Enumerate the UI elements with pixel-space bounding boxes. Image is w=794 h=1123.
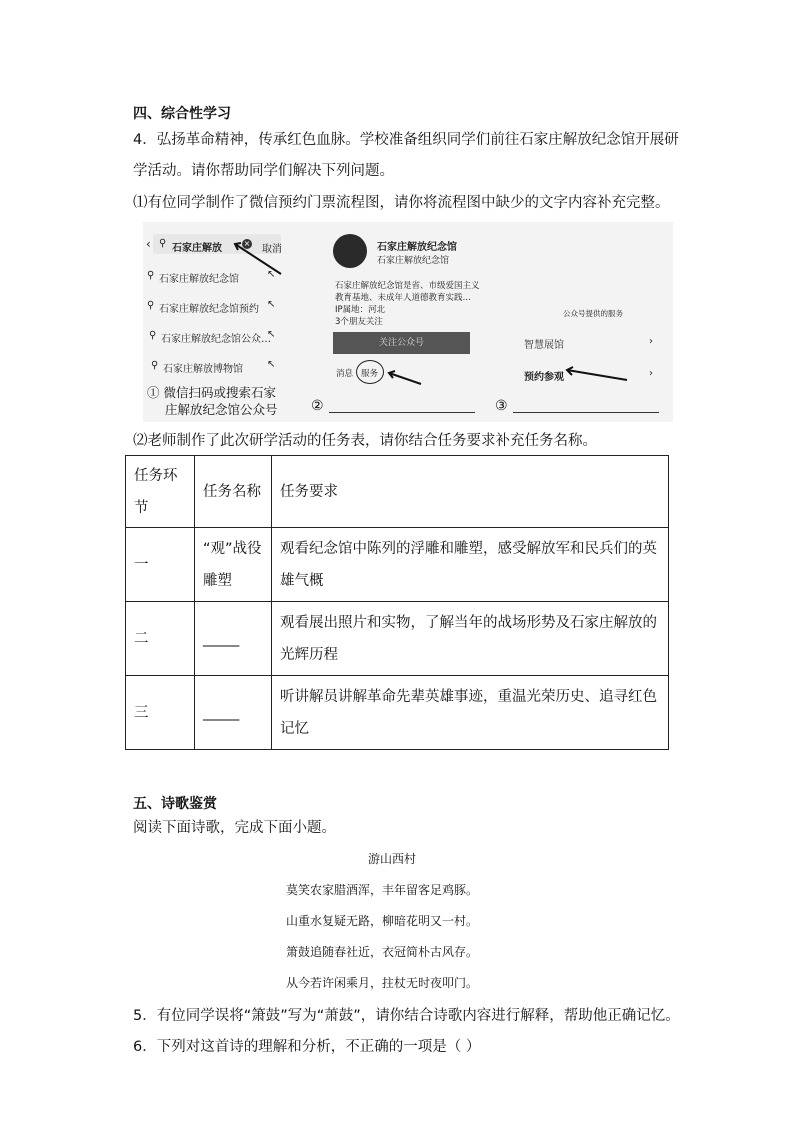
account-desc-line2: 教育基地、未成年人道德教育实践…	[335, 293, 472, 303]
poem-line: 从今若许闲乘月，拄杖无时夜叩门。	[286, 976, 479, 990]
result-search-icon: ⚲	[147, 300, 155, 311]
subquestion-1: ⑴有位同学制作了微信预约门票流程图，请你将流程图中缺少的文字内容补充完整。	[133, 195, 670, 211]
result-search-icon: ⚲	[151, 360, 159, 371]
question-5: 5．有位同学误将“箫鼓”写为“萧鼓”，请你结合诗歌内容进行解释，帮助他正确记忆。	[133, 1008, 680, 1024]
q4-line2: 学活动。请你帮助同学们解决下列问题。	[133, 163, 394, 179]
poem-line: 山重水复疑无路，柳暗花明又一村。	[286, 914, 479, 928]
result-item: 石家庄解放博物馆	[163, 364, 243, 375]
cell-name: “观”战役雕塑	[195, 528, 272, 602]
cell-stage: 二	[126, 602, 195, 676]
search-text: 石家庄解放	[172, 243, 222, 254]
table-row	[126, 676, 669, 750]
service-visit-booking: 预约参观	[524, 372, 564, 383]
poem-line: 莫笑农家腊酒浑，丰年留客足鸡豚。	[286, 883, 479, 897]
result-item: 石家庄解放纪念馆公众…	[161, 334, 271, 345]
account-desc-line1: 石家庄解放纪念馆是省、市级爱国主义	[335, 281, 480, 291]
header-name: 任务名称	[195, 456, 272, 528]
step3-label: ③	[495, 398, 508, 414]
header-requirement: 任务要求	[272, 456, 669, 528]
wechat-flowchart-figure	[143, 222, 673, 422]
services-label: 公众号提供的服务	[563, 309, 623, 318]
friends-following: 3个朋友关注	[335, 317, 383, 327]
result-item: 石家庄解放纪念馆	[159, 274, 239, 285]
cell-name-blank: _____	[195, 602, 272, 676]
step1-label-line1: ① 微信扫码或搜索石家	[147, 385, 276, 400]
cell-requirement: 听讲解员讲解革命先辈英雄事迹，重温光荣历史、追寻红色记忆	[272, 676, 669, 750]
header-stage: 任务环节	[126, 456, 195, 528]
result-search-icon: ⚲	[149, 330, 157, 341]
back-icon: ‹	[146, 237, 151, 251]
table-header-row	[126, 456, 669, 528]
arrow-up-left-icon: ↖	[267, 329, 276, 340]
arrow-up-left-icon: ↖	[267, 269, 276, 280]
follow-button: 关注公众号	[333, 332, 470, 354]
cell-stage: 一	[126, 528, 195, 602]
step1-label-line2: 庄解放纪念馆公众号	[165, 402, 278, 417]
cell-requirement: 观看展出照片和实物，了解当年的战场形势及石家庄解放的光辉历程	[272, 602, 669, 676]
section5-intro: 阅读下面诗歌，完成下面小题。	[133, 820, 336, 836]
clear-icon: ×	[243, 239, 251, 248]
ip-location: IP属地：河北	[335, 305, 386, 315]
poem-line: 箫鼓追随春社近，衣冠简朴古风存。	[286, 945, 479, 959]
question-6: 6．下列对这首诗的理解和分析，不正确的一项是（ ）	[133, 1039, 481, 1055]
chevron-right-icon: ›	[649, 368, 653, 379]
arrow-up-left-icon: ↖	[267, 299, 276, 310]
cell-requirement: 观看纪念馆中陈列的浮雕和雕塑，感受解放军和民兵们的英雄气概	[272, 528, 669, 602]
table-row	[126, 528, 669, 602]
tab-service: 服务	[361, 369, 379, 379]
step2-label: ②	[311, 398, 324, 414]
table-row	[126, 602, 669, 676]
cell-stage: 三	[126, 676, 195, 750]
section5-title: 五、诗歌鉴赏	[133, 796, 217, 812]
result-item: 石家庄解放纪念馆预约	[159, 304, 259, 315]
task-table	[125, 455, 669, 750]
q4-line1: 4．弘扬革命精神，传承红色血脉。学校准备组织同学们前往石家庄解放纪念馆开展研	[133, 132, 679, 148]
service-smart-hall: 智慧展馆	[524, 340, 564, 351]
result-search-icon: ⚲	[147, 270, 155, 281]
poem-title: 游山西村	[368, 852, 417, 866]
tab-messages: 消息	[336, 369, 354, 379]
account-name: 石家庄解放纪念馆	[377, 242, 457, 253]
subquestion-2: ⑵老师制作了此次研学活动的任务表，请你结合任务要求补充任务名称。	[133, 433, 597, 449]
pointer-arrows	[143, 222, 673, 422]
search-icon: ⚲	[159, 238, 167, 249]
cell-name-blank: _____	[195, 676, 272, 750]
account-subname: 石家庄解放纪念馆	[377, 256, 450, 266]
chevron-right-icon: ›	[649, 336, 653, 347]
section4-title: 四、综合性学习	[133, 106, 231, 122]
arrow-up-left-icon: ↖	[267, 359, 276, 370]
cancel-label: 取消	[262, 244, 282, 255]
